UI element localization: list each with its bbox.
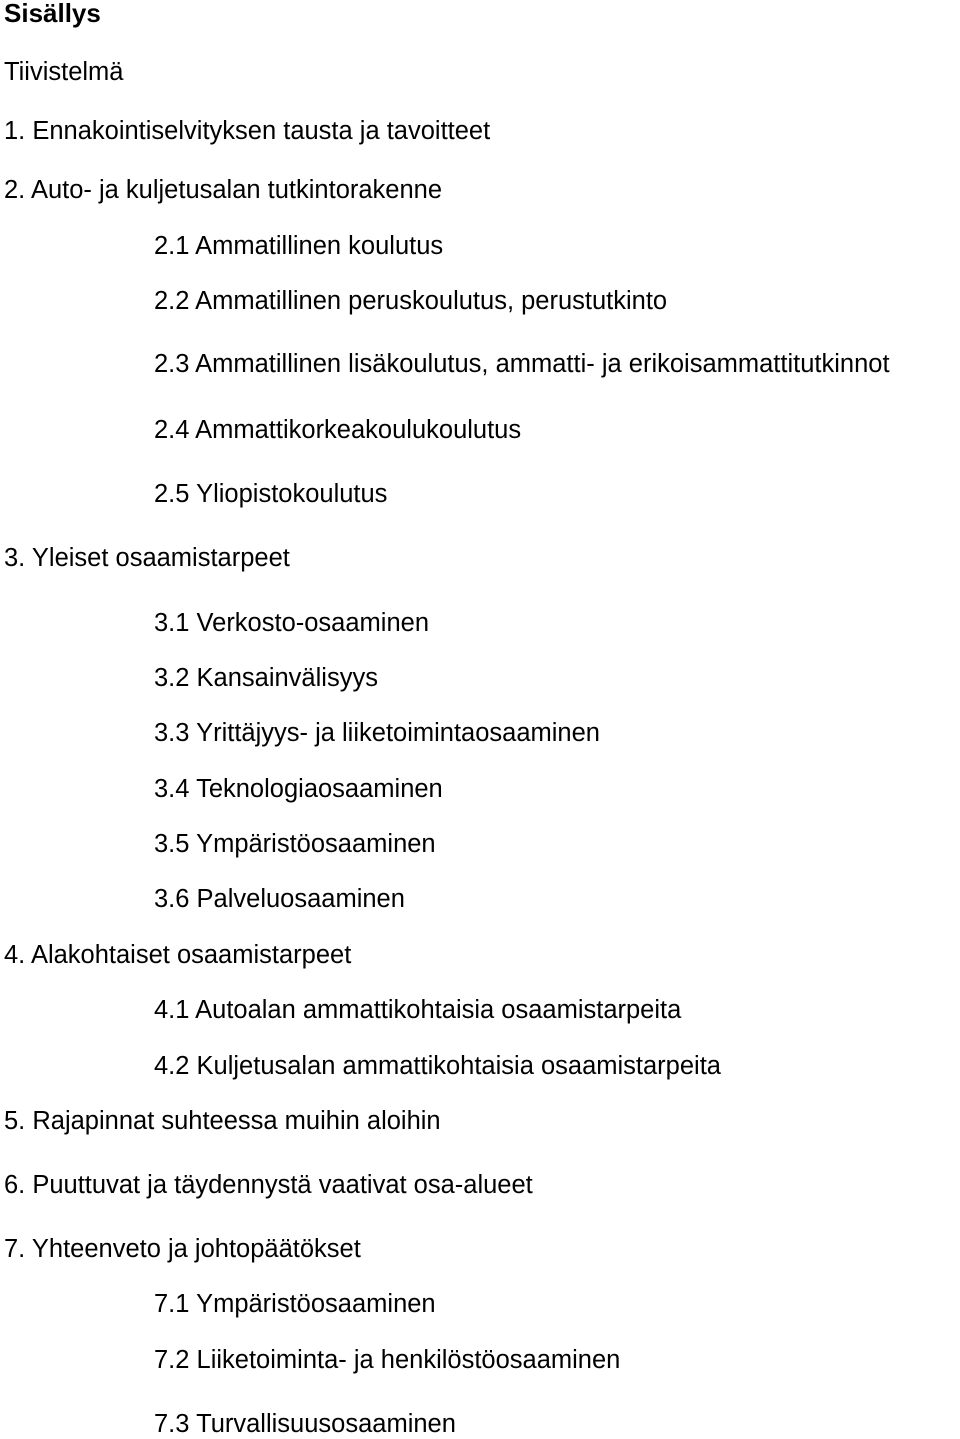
- toc-entry-2[interactable]: 2. Auto- ja kuljetusalan tutkintorakenne: [4, 176, 443, 204]
- toc-entry-3[interactable]: 3. Yleiset osaamistarpeet: [4, 544, 290, 572]
- toc-entry-3-4[interactable]: 3.4 Teknologiaosaaminen: [154, 775, 443, 803]
- toc-entry-2-4[interactable]: 2.4 Ammattikorkeakoulukoulutus: [154, 416, 522, 444]
- toc-entry-2-5[interactable]: 2.5 Yliopistokoulutus: [154, 480, 388, 508]
- toc-entry-2-1[interactable]: 2.1 Ammatillinen koulutus: [154, 232, 444, 260]
- toc-entry-7-3[interactable]: 7.3 Turvallisuusosaaminen: [154, 1410, 456, 1438]
- toc-entry-7[interactable]: 7. Yhteenveto ja johtopäätökset: [4, 1235, 361, 1263]
- toc-entry-6[interactable]: 6. Puuttuvat ja täydennystä vaativat osa-alueet: [4, 1171, 533, 1199]
- toc-entry-3-1[interactable]: 3.1 Verkosto-osaaminen: [154, 609, 429, 637]
- toc-entry-3-6[interactable]: 3.6 Palveluosaaminen: [154, 885, 405, 913]
- toc-entry-3-3[interactable]: 3.3 Yrittäjyys- ja liiketoimintaosaaminen: [154, 719, 600, 747]
- toc-entry-7-1[interactable]: 7.1 Ympäristöosaaminen: [154, 1290, 436, 1318]
- toc-entry-5[interactable]: 5. Rajapinnat suhteessa muihin aloihin: [4, 1107, 441, 1135]
- toc-entry-3-2[interactable]: 3.2 Kansainvälisyys: [154, 664, 378, 692]
- toc-entry-4-2[interactable]: 4.2 Kuljetusalan ammattikohtaisia osaamistarpeita: [154, 1052, 721, 1080]
- toc-title: Sisällys: [4, 0, 101, 28]
- toc-entry-4[interactable]: 4. Alakohtaiset osaamistarpeet: [4, 941, 352, 969]
- toc-entry-2-3[interactable]: 2.3 Ammatillinen lisäkoulutus, ammatti- ja erikoisammattitutkinnot: [154, 350, 890, 378]
- toc-entry-3-5[interactable]: 3.5 Ympäristöosaaminen: [154, 830, 436, 858]
- toc-entry-2-2[interactable]: 2.2 Ammatillinen peruskoulutus, perustutkinto: [154, 287, 668, 315]
- toc-entry-tiivistelma[interactable]: Tiivistelmä: [4, 58, 124, 86]
- toc-entry-1[interactable]: 1. Ennakointiselvityksen tausta ja tavoitteet: [4, 117, 491, 145]
- toc-entry-7-2[interactable]: 7.2 Liiketoiminta- ja henkilöstöosaaminen: [154, 1346, 621, 1374]
- toc-entry-4-1[interactable]: 4.1 Autoalan ammattikohtaisia osaamistarpeita: [154, 996, 682, 1024]
